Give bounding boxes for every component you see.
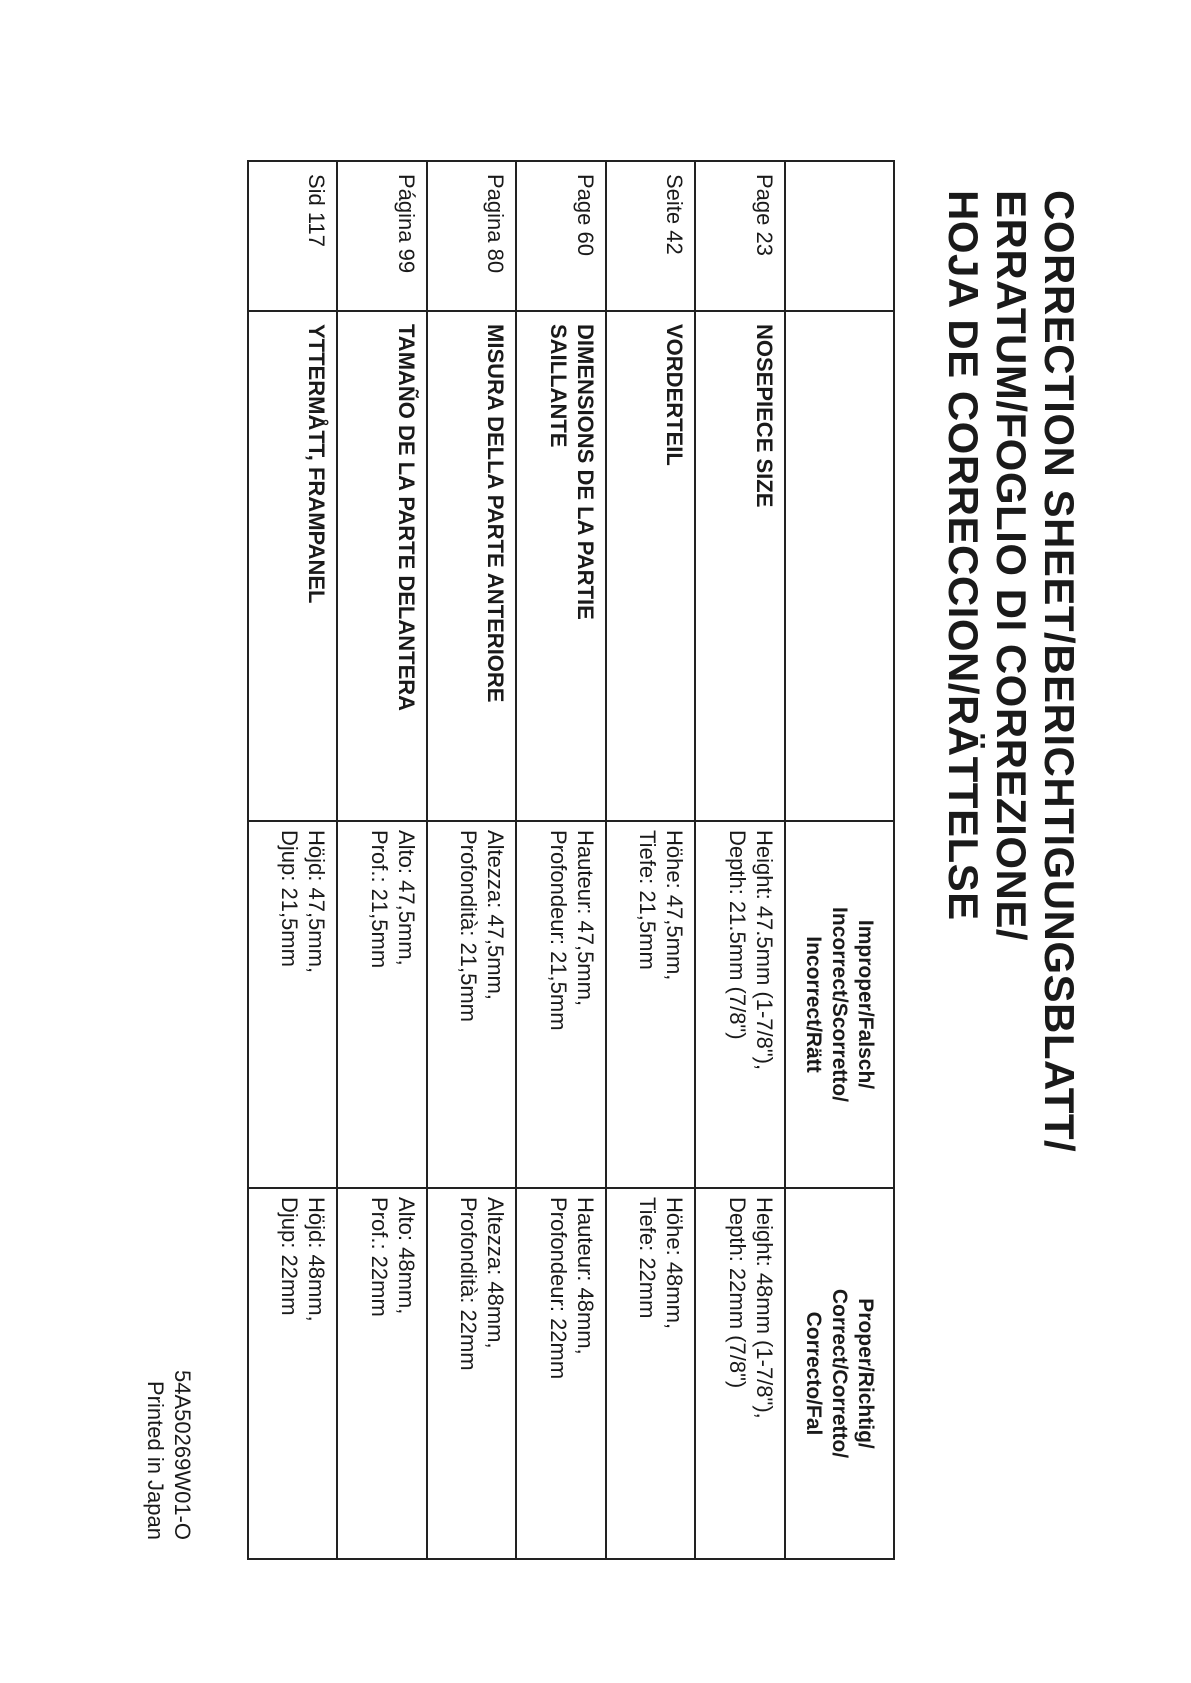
table-row xyxy=(427,161,517,1559)
table-row xyxy=(248,161,338,1559)
item-line: TAMAÑO DE LA PARTE DELANTERA xyxy=(394,324,419,712)
item-line: DIMENSIONS DE LA PARTIE xyxy=(573,324,598,620)
proper-line: Altezza: 48mm, xyxy=(483,1197,509,1349)
item-cell xyxy=(696,311,786,821)
item-cell xyxy=(606,311,696,821)
improper-cell xyxy=(696,821,786,1188)
page-ref-cell: Página 99 xyxy=(338,161,428,311)
improper-line: Hauteur: 47,5mm, xyxy=(573,830,598,1007)
improper-cell xyxy=(427,821,517,1188)
header-improper xyxy=(785,821,894,1188)
table-row xyxy=(338,161,428,1559)
correction-table xyxy=(247,160,895,1560)
header-proper-line: Proper/Richtig/ xyxy=(854,1298,878,1449)
header-row xyxy=(785,161,894,1559)
item-cell xyxy=(248,311,338,821)
table-header xyxy=(785,161,894,1559)
header-improper-line: Incorrect/Scorretto/ xyxy=(828,907,852,1102)
item-cell xyxy=(338,311,428,821)
title-line-1: CORRECTION SHEET/BERICHTIGUNGSBLATT/ xyxy=(1036,190,1083,1153)
table-row xyxy=(606,161,696,1559)
item-line: NOSEPIECE SIZE xyxy=(752,324,777,508)
improper-line: Höjd: 47,5mm, xyxy=(304,830,330,974)
proper-line: Height: 48mm (1-7/8"), xyxy=(752,1197,777,1419)
improper-line: Alto: 47,5mm, xyxy=(394,830,419,966)
proper-line: Tiefe: 22mm xyxy=(635,1197,661,1319)
item-cell xyxy=(517,311,607,821)
header-page xyxy=(785,161,894,311)
improper-cell xyxy=(248,821,338,1188)
page-ref-cell: Pagina 80 xyxy=(427,161,517,311)
item-cell xyxy=(427,311,517,821)
improper-cell xyxy=(606,821,696,1188)
improper-line: Height: 47.5mm (1-7/8"), xyxy=(752,830,777,1071)
header-item xyxy=(785,311,894,821)
footer xyxy=(142,1370,196,1540)
improper-line: Höhe: 47,5mm, xyxy=(662,830,688,981)
improper-line: Altezza: 47,5mm, xyxy=(483,830,509,1000)
improper-cell xyxy=(517,821,607,1188)
improper-line: Tiefe: 21,5mm xyxy=(635,830,661,970)
header-proper-line: Correcto/Fal xyxy=(802,1311,826,1436)
proper-cell xyxy=(427,1188,517,1559)
proper-line: Profondità: 22mm xyxy=(456,1197,482,1371)
proper-cell xyxy=(248,1188,338,1559)
header-improper-line: Improper/Falsch/ xyxy=(854,919,878,1090)
improper-line: Profondeur: 21,5mm xyxy=(546,830,571,1031)
page-title xyxy=(939,190,1083,1490)
header-proper-line: Correct/Corretto/ xyxy=(828,1288,852,1459)
page-ref-cell: Page 60 xyxy=(517,161,607,311)
improper-line: Profondità: 21,5mm xyxy=(456,830,482,1022)
page-ref-cell: Page 23 xyxy=(696,161,786,311)
item-line: YTTERMÅTT, FRAMPANEL xyxy=(304,324,330,604)
improper-line: Prof.: 21,5mm xyxy=(367,830,392,969)
proper-cell xyxy=(517,1188,607,1559)
proper-line: Höhe: 48mm, xyxy=(662,1197,688,1330)
page-ref-cell: Seite 42 xyxy=(606,161,696,311)
proper-cell xyxy=(338,1188,428,1559)
proper-line: Djup: 22mm xyxy=(277,1197,303,1316)
title-line-2: ERRATUM/FOGLIO DI CORREZIONE/ xyxy=(988,190,1035,942)
document-code: 54A50269W01-O xyxy=(170,1370,195,1540)
improper-line: Djup: 21,5mm xyxy=(277,830,303,967)
header-proper xyxy=(785,1188,894,1559)
printed-in: Printed in Japan xyxy=(143,1381,168,1540)
proper-line: Hauteur: 48mm, xyxy=(573,1197,598,1355)
page-ref-cell: Sid 117 xyxy=(248,161,338,311)
proper-line: Profondeur: 22mm xyxy=(546,1197,571,1380)
proper-line: Prof.: 22mm xyxy=(367,1197,392,1317)
item-line: VORDERTEIL xyxy=(662,324,688,466)
header-improper-line: Incorrect/Rätt xyxy=(802,936,826,1073)
table-row xyxy=(696,161,786,1559)
proper-line: Höjd: 48mm, xyxy=(304,1197,330,1322)
proper-line: Alto: 48mm, xyxy=(394,1197,419,1315)
item-line: SAILLANTE xyxy=(546,324,571,448)
improper-cell xyxy=(338,821,428,1188)
table-row xyxy=(517,161,607,1559)
proper-line: Depth: 22mm (7/8") xyxy=(725,1197,750,1389)
improper-line: Depth: 21.5mm (7/8") xyxy=(725,830,750,1040)
proper-cell xyxy=(696,1188,786,1559)
proper-cell xyxy=(606,1188,696,1559)
item-line: MISURA DELLA PARTE ANTERIORE xyxy=(483,324,509,703)
title-line-3: HOJA DE CORRECCION/RÄTTELSE xyxy=(940,190,987,921)
table-body xyxy=(248,161,785,1559)
